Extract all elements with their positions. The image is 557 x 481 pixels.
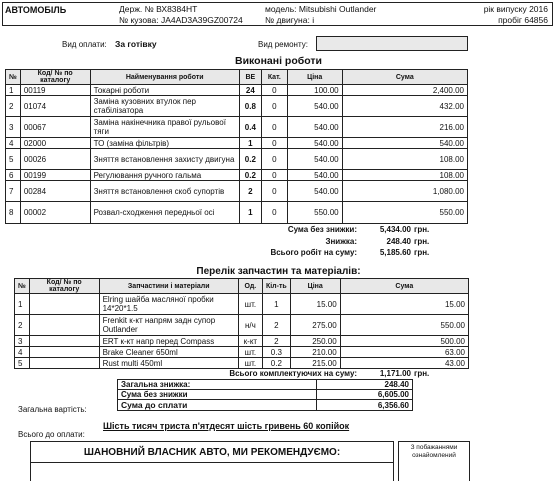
cell-sum: 1,080.00: [342, 181, 467, 202]
col-header: Сума: [340, 279, 468, 294]
cell-price: 210.00: [290, 347, 340, 358]
cell-price: 215.00: [290, 358, 340, 369]
cell-unit: н/ч: [238, 315, 262, 336]
payment-label: Вид оплати:: [62, 40, 107, 49]
cell-price: 550.00: [287, 202, 342, 224]
cell-price: 540.00: [287, 117, 342, 138]
cell-sum: 15.00: [340, 294, 468, 315]
cell-sum: 63.00: [340, 347, 468, 358]
col-header: Найменування роботи: [90, 70, 239, 85]
cell-name: ТО (заміна фільтрів): [90, 138, 239, 149]
cell-cat: 0: [261, 181, 287, 202]
cell-n: 7: [6, 181, 21, 202]
cell-n: 1: [6, 85, 21, 96]
cell-sum: 540.00: [342, 138, 467, 149]
cell-n: 2: [6, 96, 21, 117]
summary-label: Сума без знижки: [118, 390, 317, 400]
cell-name: Brake Cleaner 650ml: [99, 347, 238, 358]
cell-n: 6: [6, 170, 21, 181]
works-grand-label: Всього робіт на суму:: [270, 248, 357, 257]
currency-unit: грн.: [414, 225, 430, 234]
cell-sum: 108.00: [342, 170, 467, 181]
cell-code: [29, 336, 99, 347]
col-header: Од.: [238, 279, 262, 294]
payment-value: За готівку: [115, 39, 157, 49]
cell-n: 5: [15, 358, 30, 369]
summary-table: [117, 379, 413, 411]
mileage: пробіг 64856: [498, 15, 548, 25]
total-cost-label: Загальна вартість:: [18, 405, 87, 414]
discount-label: Знижка:: [325, 237, 357, 246]
cell-name: Заміна накінечника правої рульової тяги: [90, 117, 239, 138]
table-row: [6, 96, 468, 117]
cell-unit: шт.: [238, 347, 262, 358]
repair-type-label: Вид ремонту:: [258, 40, 308, 49]
col-header: Кат.: [261, 70, 287, 85]
cell-ve: 24: [239, 85, 261, 96]
cell-cat: 0: [261, 202, 287, 224]
col-header: Запчастини і матеріали: [99, 279, 238, 294]
cell-sum: 500.00: [340, 336, 468, 347]
cell-sum: 432.00: [342, 96, 467, 117]
table-row: [6, 202, 468, 224]
summary-value: 6,605.00: [317, 390, 413, 400]
cell-name: Заміна кузовних втулок пер стабілізатора: [90, 96, 239, 117]
divider: [31, 462, 393, 463]
total-words-label: Всього до оплати:: [18, 430, 85, 439]
cell-qty: 0.3: [262, 347, 290, 358]
table-row: [15, 294, 469, 315]
cell-n: 2: [15, 315, 30, 336]
table-row: [15, 358, 469, 369]
cell-code: 00119: [20, 85, 90, 96]
col-header: Код/ № по каталогу: [29, 279, 99, 294]
cell-code: [29, 294, 99, 315]
total-in-words: Шість тисяч триста п'ятдесят шість гривень 60 копійок: [103, 421, 350, 431]
currency-unit: грн.: [414, 237, 430, 246]
cell-code: 02000: [20, 138, 90, 149]
currency-unit: грн.: [414, 248, 430, 257]
table-row: [6, 181, 468, 202]
cell-name: Регулювання ручного гальма: [90, 170, 239, 181]
cell-cat: 0: [261, 117, 287, 138]
summary-value: 248.40: [317, 380, 413, 390]
cell-ve: 0.2: [239, 170, 261, 181]
cell-cat: 0: [261, 85, 287, 96]
currency-unit: грн.: [414, 369, 430, 378]
cell-name: ERT к-кт напр перед Compass: [99, 336, 238, 347]
plate-number: Держ. № ВХ8384НТ: [119, 4, 198, 14]
cell-name: Зняття встановлення скоб супортів: [90, 181, 239, 202]
cell-price: 250.00: [290, 336, 340, 347]
cell-qty: 2: [262, 336, 290, 347]
cell-name: Розвал-сходження передньої осі: [90, 202, 239, 224]
car-label: АВТОМОБІЛЬ: [5, 5, 67, 15]
cell-name: Зняття встановлення захисту двигуна: [90, 149, 239, 170]
col-header: Ціна: [287, 70, 342, 85]
cell-code: [29, 358, 99, 369]
table-row: [15, 315, 469, 336]
col-header: ВЕ: [239, 70, 261, 85]
col-header: №: [15, 279, 30, 294]
cell-code: 01074: [20, 96, 90, 117]
cell-n: 4: [15, 347, 30, 358]
summary-value: 6,356.60: [317, 400, 413, 411]
cell-price: 15.00: [290, 294, 340, 315]
col-header: №: [6, 70, 21, 85]
works-header-row: [6, 70, 468, 85]
cell-qty: 2: [262, 315, 290, 336]
cell-name: Токарні роботи: [90, 85, 239, 96]
cell-name: Elring шайба масляної пробки 14*20*1.5: [99, 294, 238, 315]
car-model: модель: Mitsubishi Outlander: [265, 4, 377, 14]
col-header: Кіл-ть: [262, 279, 290, 294]
cell-code: [29, 315, 99, 336]
cell-sum: 2,400.00: [342, 85, 467, 96]
cell-ve: 2: [239, 181, 261, 202]
works-table: [5, 69, 468, 224]
works-total-value: 5,434.00: [379, 225, 411, 234]
cell-cat: 0: [261, 149, 287, 170]
table-row: [6, 85, 468, 96]
acknowledgement-note: З побажаннями ознайомлений: [410, 444, 458, 459]
cell-ve: 0.2: [239, 149, 261, 170]
manufacture-year: рік випуску 2016: [483, 4, 548, 14]
cell-cat: 0: [261, 96, 287, 117]
cell-sum: 108.00: [342, 149, 467, 170]
cell-n: 3: [15, 336, 30, 347]
cell-sum: 216.00: [342, 117, 467, 138]
cell-code: 00199: [20, 170, 90, 181]
recommendation-title: ШАНОВНИЙ ВЛАСНИК АВТО, МИ РЕКОМЕНДУЄМО:: [83, 447, 341, 458]
col-header: Ціна: [290, 279, 340, 294]
cell-unit: к-кт: [238, 336, 262, 347]
summary-label: Загальна знижка:: [118, 380, 317, 390]
table-row: [6, 170, 468, 181]
col-header: Код/ № по каталогу: [20, 70, 90, 85]
cell-n: 8: [6, 202, 21, 224]
vehicle-header: [2, 2, 553, 26]
cell-n: 1: [15, 294, 30, 315]
cell-cat: 0: [261, 170, 287, 181]
cell-sum: 550.00: [342, 202, 467, 224]
cell-cat: 0: [261, 138, 287, 149]
vin-number: № кузова: JA4AD3A39GZ00724: [119, 15, 243, 25]
cell-code: 00284: [20, 181, 90, 202]
parts-total-value: 1,171.00: [379, 369, 411, 378]
table-row: [6, 138, 468, 149]
cell-ve: 0.4: [239, 117, 261, 138]
cell-ve: 1: [239, 202, 261, 224]
cell-code: 00067: [20, 117, 90, 138]
table-row: [15, 347, 469, 358]
summary-row: [118, 380, 413, 390]
cell-name: Rust multi 450ml: [99, 358, 238, 369]
cell-price: 275.00: [290, 315, 340, 336]
cell-code: [29, 347, 99, 358]
works-title: Виконані роботи: [235, 55, 322, 67]
cell-price: 100.00: [287, 85, 342, 96]
cell-code: 00002: [20, 202, 90, 224]
works-grand-value: 5,185.60: [379, 248, 411, 257]
cell-price: 540.00: [287, 96, 342, 117]
parts-table: [14, 278, 469, 369]
cell-ve: 1: [239, 138, 261, 149]
cell-qty: 0.2: [262, 358, 290, 369]
parts-total-label: Всього комплектуючих на суму:: [229, 369, 357, 378]
col-header: Сума: [342, 70, 467, 85]
cell-n: 4: [6, 138, 21, 149]
parts-header-row: [15, 279, 469, 294]
acknowledgement-box: [398, 441, 470, 481]
cell-name: Frenkit к-кт напрям задн супор Outlander: [99, 315, 238, 336]
parts-title: Перелік запчастин та матеріалів:: [196, 266, 361, 277]
engine-number: № двигуна: і: [265, 15, 315, 25]
cell-ve: 0.8: [239, 96, 261, 117]
discount-value: 248.40: [386, 237, 411, 246]
cell-unit: шт.: [238, 294, 262, 315]
summary-row: [118, 400, 413, 411]
cell-n: 5: [6, 149, 21, 170]
cell-sum: 550.00: [340, 315, 468, 336]
cell-qty: 1: [262, 294, 290, 315]
cell-sum: 43.00: [340, 358, 468, 369]
table-row: [6, 149, 468, 170]
table-row: [15, 336, 469, 347]
cell-price: 540.00: [287, 170, 342, 181]
cell-price: 540.00: [287, 181, 342, 202]
works-total-label: Сума без знижки:: [287, 225, 357, 234]
recommendation-box: [30, 441, 394, 481]
repair-type-field: [316, 36, 468, 51]
table-row: [6, 117, 468, 138]
cell-price: 540.00: [287, 149, 342, 170]
summary-row: [118, 390, 413, 400]
cell-n: 3: [6, 117, 21, 138]
summary-label: Сума до сплати: [118, 400, 317, 411]
cell-unit: шт.: [238, 358, 262, 369]
cell-price: 540.00: [287, 138, 342, 149]
cell-code: 00026: [20, 149, 90, 170]
